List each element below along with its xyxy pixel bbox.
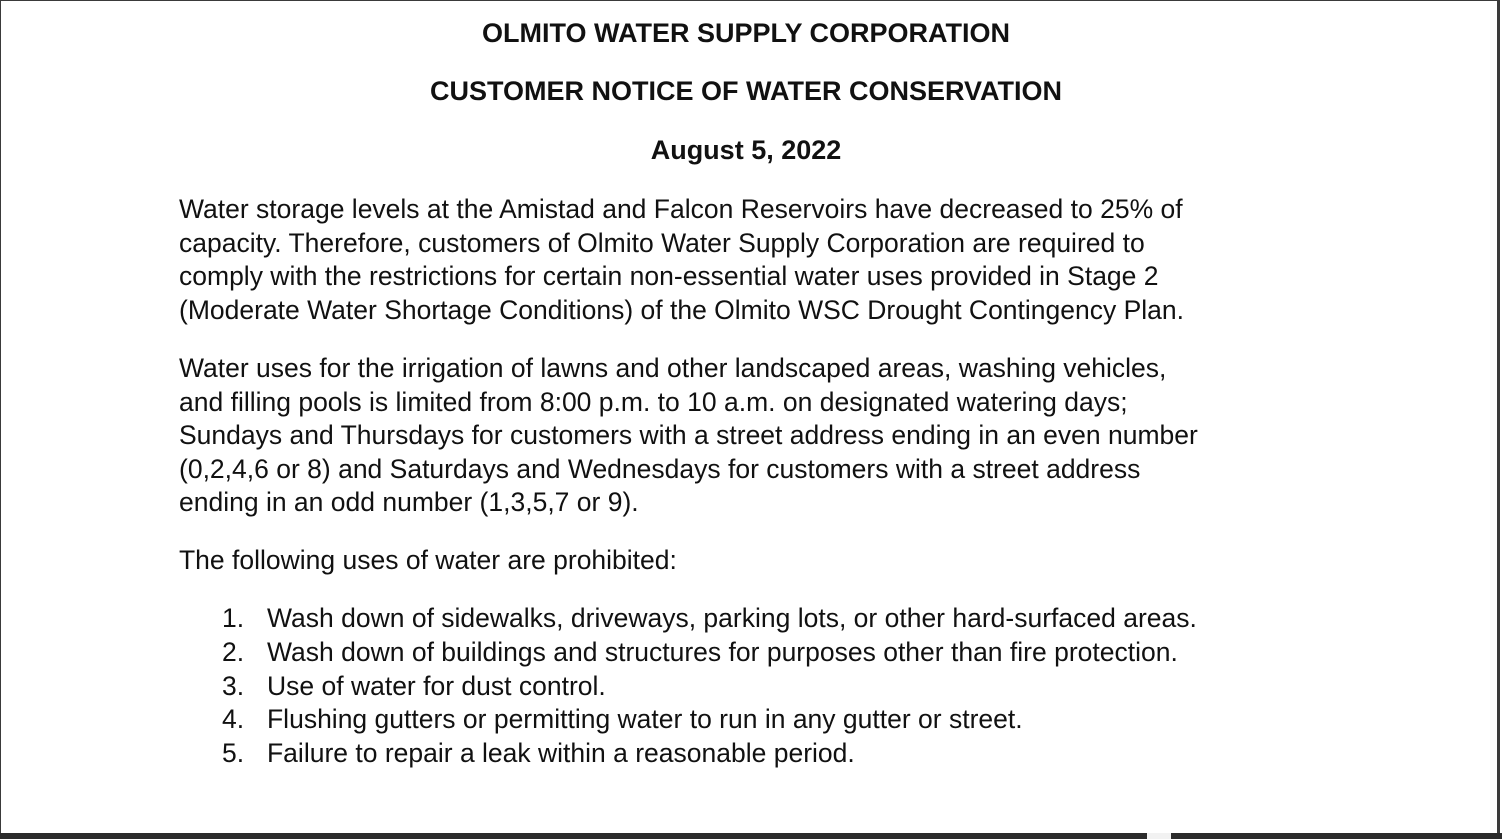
paragraph-line: ending in an odd number (1,3,5,7 or 9). — [179, 487, 639, 517]
list-item-number: 4. — [222, 704, 245, 735]
list-item — [179, 737, 1197, 771]
paragraph-line: capacity. Therefore, customers of Olmito Water Supply Corporation are required to — [179, 227, 1145, 258]
paragraph-reservoir-levels — [179, 193, 1359, 327]
page-bottom-edge-gap — [1147, 833, 1171, 839]
notice-date: August 5, 2022 — [650, 135, 842, 165]
paragraph-line: (0,2,4,6 or 8) and Saturdays and Wednesdays for customers with a street address — [179, 453, 1141, 484]
paragraph-watering-schedule — [179, 352, 1359, 520]
list-item — [179, 636, 1197, 670]
list-item-number: 5. — [222, 738, 245, 769]
list-item-number: 3. — [222, 670, 245, 701]
paragraph-line: Water uses for the irrigation of lawns and other landscaped areas, washing vehicles, — [179, 353, 1167, 383]
paragraph-line: Sundays and Thursdays for customers with a street address ending in an even number — [179, 420, 1198, 450]
list-item — [179, 703, 1197, 737]
paragraph-prohibited-intro: The following uses of water are prohibited: — [179, 545, 677, 575]
prohibited-uses-list — [179, 602, 1197, 771]
list-item-text: Failure to repair a leak within a reasonable period. — [267, 738, 855, 769]
paragraph-line: and filling pools is limited from 8:00 p.m. to 10 a.m. on designated watering days; — [179, 386, 1128, 417]
list-item-number: 1. — [222, 603, 245, 633]
notice-title: CUSTOMER NOTICE OF WATER CONSERVATION — [429, 76, 1063, 106]
paragraph-line: (Moderate Water Shortage Conditions) of the Olmito WSC Drought Contingency Plan. — [179, 294, 1185, 325]
list-item — [179, 602, 1197, 636]
page-bottom-edge — [0, 833, 1502, 839]
paragraph-line: Water storage levels at the Amistad and Falcon Reservoirs have decreased to 25% of — [179, 194, 1183, 224]
organization-heading: OLMITO WATER SUPPLY CORPORATION — [481, 18, 1011, 48]
list-item-text: Use of water for dust control. — [267, 670, 606, 701]
list-item-text: Wash down of sidewalks, driveways, parking lots, or other hard-surfaced areas. — [267, 603, 1197, 633]
paragraph-line: comply with the restrictions for certain non-essential water uses provided in Stage 2 — [179, 261, 1159, 291]
list-item — [179, 670, 1197, 704]
list-item-text: Wash down of buildings and structures for purposes other than fire protection. — [267, 636, 1178, 667]
list-item-text: Flushing gutters or permitting water to run in any gutter or street. — [267, 704, 1023, 735]
list-item-number: 2. — [222, 636, 245, 667]
